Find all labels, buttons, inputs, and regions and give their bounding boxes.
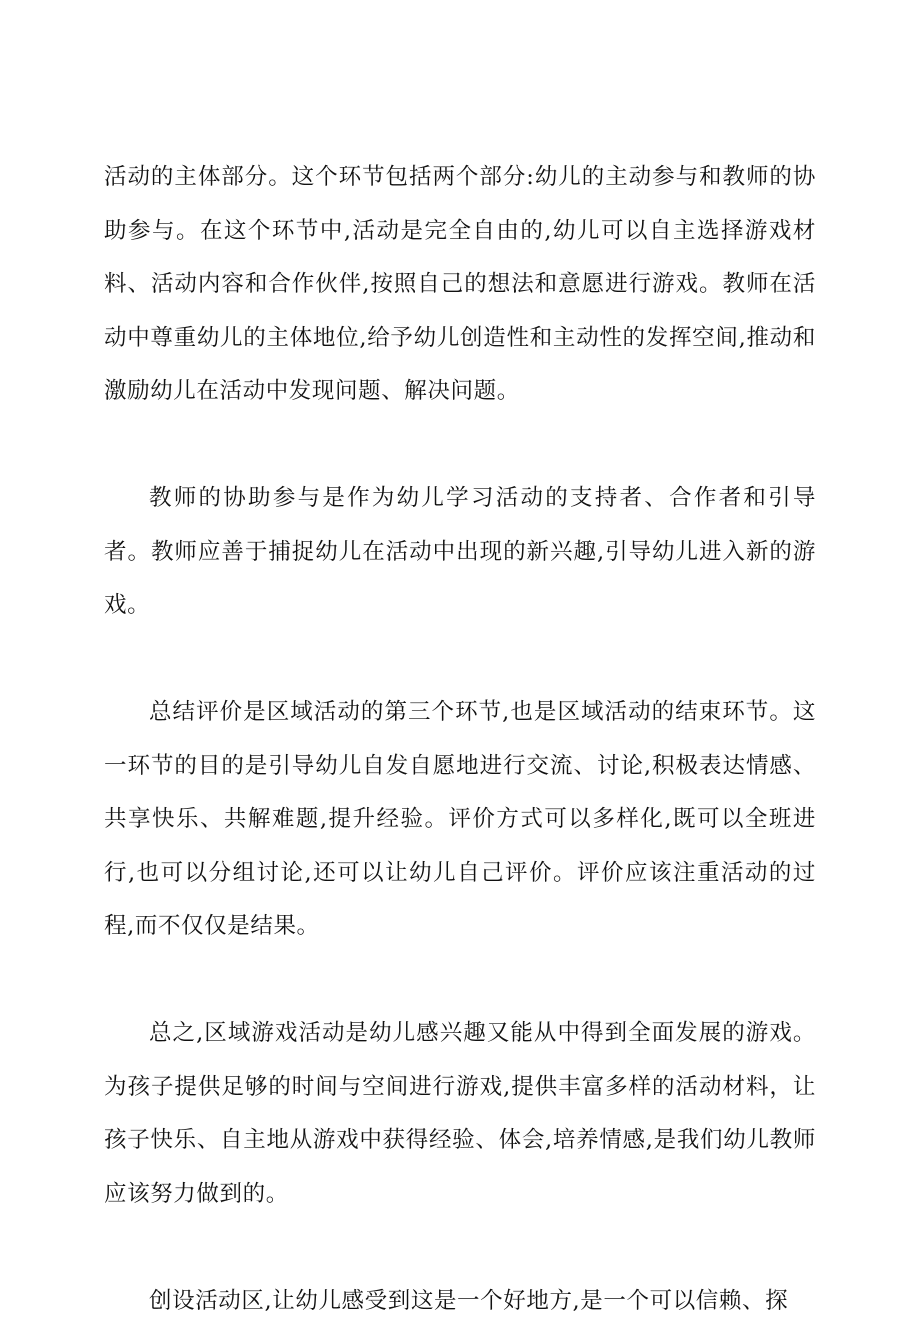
paragraph-2: 教师的协助参与是作为幼儿学习活动的支持者、合作者和引导者。教师应善于捕捉幼儿在活动中出现的新兴趣,引导幼儿进入新的游戏。: [104, 472, 816, 633]
paragraph-5: 创设活动区,让幼儿感受到这是一个好地方,是一个可以信赖、探: [104, 1275, 816, 1328]
paragraph-gap: [104, 954, 816, 1008]
paragraph-gap: [104, 633, 816, 687]
document-body: [104, 151, 816, 1328]
paragraph-4: 总之,区域游戏活动是幼儿感兴趣又能从中得到全面发展的游戏。为孩子提供足够的时间与空间进行游戏,提供丰富多样的活动材料，让孩子快乐、自主地从游戏中获得经验、体会,培养情感,是我们幼儿教师应该努力做到的。: [104, 1007, 816, 1221]
paragraph-3: 总结评价是区域活动的第三个环节,也是区域活动的结束环节。这一环节的目的是引导幼儿自发自愿地进行交流、讨论,积极表达情感、共享快乐、共解难题,提升经验。评价方式可以多样化,既可以全班进行,也可以分组讨论,还可以让幼儿自己评价。评价应该注重活动的过程,而不仅仅是结果。: [104, 686, 816, 954]
paragraph-gap: [104, 419, 816, 473]
paragraph-gap: [104, 1221, 816, 1275]
paragraph-1: 活动的主体部分。这个环节包括两个部分:幼儿的主动参与和教师的协助参与。在这个环节中,活动是完全自由的,幼儿可以自主选择游戏材料、活动内容和合作伙伴,按照自己的想法和意愿进行游戏。教师在活动中尊重幼儿的主体地位,给予幼儿创造性和主动性的发挥空间,推动和激励幼儿在活动中发现问题、解决问题。: [104, 151, 816, 419]
